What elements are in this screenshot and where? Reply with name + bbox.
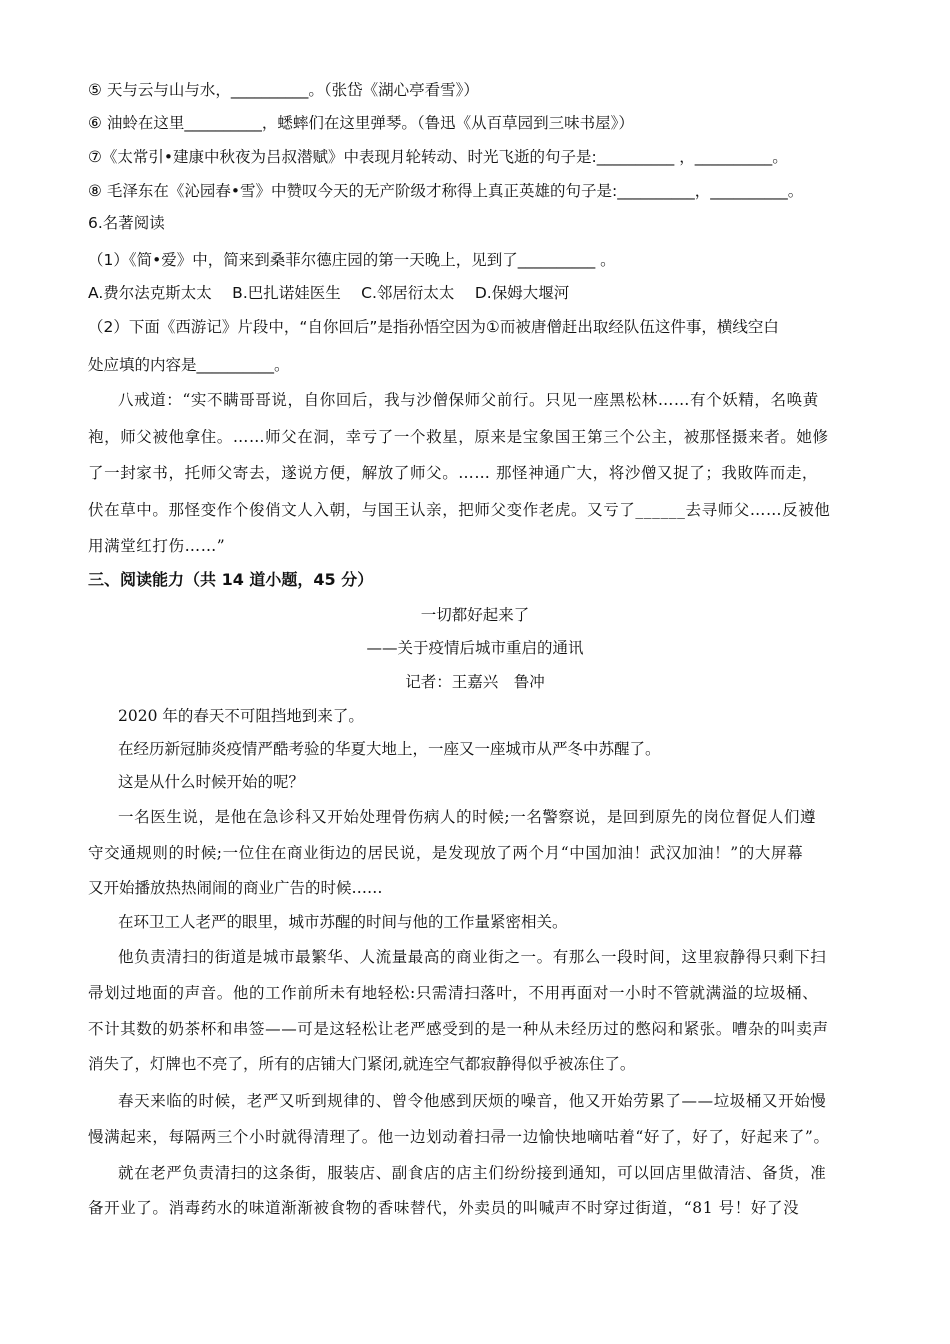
- article-paragraph: 他负责清扫的街道是城市最繁华、人流量最高的商业街之一。有那么一段时间，这里寂静得只剩下扫: [118, 948, 827, 966]
- excerpt-line: 了一封家书，托师父寄去，遂说方便，解放了师父。…… 那怪神通广大，将沙僧又捉了；我敗阵而走，: [88, 464, 819, 482]
- excerpt-line: 袍，师父被他拿住。……师父在洞，幸亏了一个救星，原来是宝象国王第三个公主，被那怪摄来者。她修: [88, 428, 829, 446]
- article-paragraph: 又开始播放热热闹闹的商业广告的时候……: [88, 879, 383, 897]
- blank-item-8: ⑧ 毛泽东在《沁园春•雪》中赞叹今天的无产阶级才称得上真正英雄的句子是:__________，__________。: [88, 182, 804, 200]
- excerpt-line: 八戒道：“实不瞒哥哥说，自你回后，我与沙僧保师父前行。只见一座黑松林……有个妖精，名唤黄: [118, 391, 819, 409]
- article-paragraph: 在环卫工人老严的眼里，城市苏醒的时间与他的工作量紧密相关。: [118, 913, 568, 931]
- article-paragraph: 春天来临的时候，老严又听到规律的、曾令他感到厌烦的噪音，他又开始劳累了——垃圾桶又开始慢: [118, 1092, 827, 1110]
- article-paragraph: 一名医生说，是他在急诊科又开始处理骨伤病人的时候;一名警察说，是回到原先的岗位督促人们遵: [118, 808, 817, 826]
- article-title: 一切都好起来了: [420, 606, 530, 624]
- article-paragraph: 帚划过地面的声音。他的工作前所未有地轻松:只需清扫落叶，不用再面对一小时不管就满溢的垃圾桶、: [88, 984, 819, 1002]
- excerpt-line: 用满堂红打伤……”: [88, 537, 226, 555]
- article-paragraph: 慢满起来，每隔两三个小时就得清理了。他一边划动着扫帚一边愉快地嘀咕着“好了，好了，好起来了”。: [88, 1128, 830, 1146]
- article-paragraph: 消失了，灯牌也不亮了，所有的店铺大门紧闭,就连空气都寂静得似乎被冻住了。: [88, 1055, 636, 1073]
- blank-item-7: ⑦《太常引•建康中秋夜为吕叔潜赋》中表现月轮转动、时光飞逝的句子是:__________ ，__________。: [88, 148, 788, 166]
- article-paragraph: 不计其数的奶茶杯和串签——可是这轻松让老严感受到的是一种从未经历过的憋闷和紧张。嘈杂的叫卖声: [88, 1020, 829, 1038]
- question-6-title: 6.名著阅读: [88, 214, 165, 232]
- question-6-1-options: A.费尔法克斯太太 B.巴扎诺娃医生 C.邻居衍太太 D.保姆大堰河: [88, 284, 570, 302]
- article-paragraph: 2020 年的春天不可阻挡地到来了。: [118, 707, 364, 725]
- article-paragraph: 备开业了。消毒药水的味道渐渐被食物的香味替代，外卖员的叫喊声不时穿过街道，“81 号！好了没: [88, 1199, 800, 1217]
- article-subtitle: ——关于疫情后城市重启的通讯: [366, 639, 584, 657]
- question-6-2-stem-cont: 处应填的内容是__________。: [88, 356, 290, 374]
- article-paragraph: 这是从什么时候开始的呢？: [118, 773, 305, 791]
- article-byline: 记者：王嘉兴 鲁冲: [405, 673, 545, 691]
- article-paragraph: 在经历新冠肺炎疫情严酷考验的华夏大地上，一座又一座城市从严冬中苏醒了。: [118, 740, 661, 758]
- article-paragraph: 就在老严负责清扫的这条街，服装店、副食店的店主们纷纷接到通知，可以回店里做清洁、备货，准: [118, 1164, 827, 1182]
- blank-item-5: ⑤ 天与云与山与水，__________。（张岱《湖心亭看雪》）: [88, 81, 479, 99]
- blank-item-6: ⑥ 油蛉在这里__________，蟋蟀们在这里弹琴。（鲁迅《从百草园到三味书屋》）: [88, 114, 634, 132]
- question-6-2-stem: （2）下面《西游记》片段中，“自你回后”是指孙悟空因为①而被唐僧赶出取经队伍这件事，横线空白: [88, 318, 779, 336]
- section-heading: 三、阅读能力（共 14 道小题，45 分）: [88, 570, 374, 589]
- article-paragraph: 守交通规则的时候;一位住在商业街边的居民说，是发现放了两个月“中国加油！武汉加油！”的大屏幕: [88, 844, 804, 862]
- excerpt-line: 伏在草中。那怪变作个俊俏文人入朝，与国王认亲，把师父变作老虎。又亏了______去寻师父……反被他: [88, 501, 831, 519]
- question-6-1-stem: （1）《简•爱》中，简来到桑菲尔德庄园的第一天晚上，见到了__________ 。: [88, 251, 616, 269]
